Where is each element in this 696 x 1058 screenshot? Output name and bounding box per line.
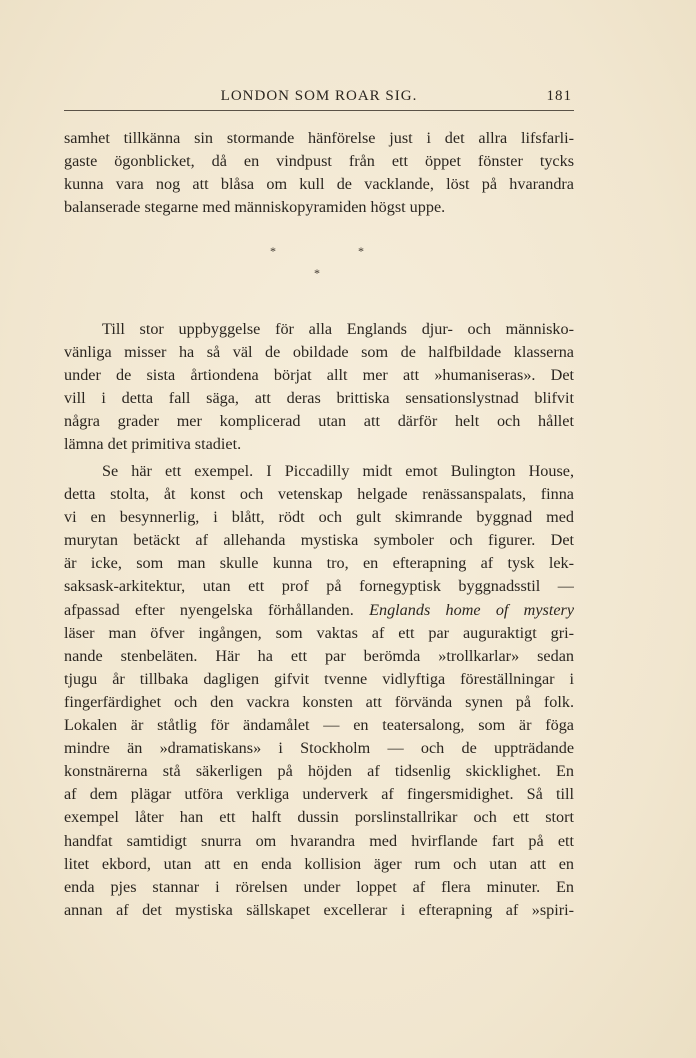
text-line: kunna vara nog att blåsa om kull de vacklande, löst på hvarandra (64, 175, 574, 194)
text-line: konstnärerna stå säkerligen på höjden af tidsenlig skicklighet. En (64, 762, 574, 781)
text-line: saksask-arkitektur, utan ett prof på fornegyptisk byggnadsstil — (64, 577, 574, 596)
page-number: 181 (546, 88, 572, 104)
text-line: litet ekbord, utan att en enda kollision äger rum och utan att en (64, 854, 574, 873)
text-line: är icke, som man skulle kunna tro, en efterapning af tysk lek- (64, 554, 574, 573)
paragraph-2 (64, 318, 574, 457)
text-line: murytan betäckt af allehanda mystiska symboler och figurer. Det (64, 531, 574, 550)
text-line: af dem plägar utföra verkliga underverk af fingersmidighet. Så till (64, 785, 574, 804)
section-break-asterism (64, 244, 574, 284)
running-head: LONDON SOM ROAR SIG. (220, 88, 418, 104)
text-line: enda pjes stannar i rörelsen under loppet af flera minuter. En (64, 877, 574, 896)
asterisk: * (270, 244, 276, 258)
text-line: Lokalen är ståtlig för ändamålet — en teatersalong, som är föga (64, 716, 574, 735)
text-line: några grader mer komplicerad utan att därför helt och hållet (64, 412, 574, 431)
text-line: under de sista årtiondena börjat allt mer att »humaniseras». Det (64, 366, 574, 385)
text-segment: afpassad efter nyengelska förhållanden. (64, 600, 354, 619)
text-line: vänliga misser ha så väl de obildade som de halfbildade klasserna (64, 343, 574, 362)
text-line: Till stor uppbyggelse för alla Englands djur- och människo- (102, 320, 574, 338)
text-line: balanserade stegarne med människopyramiden högst uppe. (64, 198, 446, 217)
text-line: tjugu år tillbaka dagligen gifvit tvenne vidlyftiga föreställningar i (64, 669, 574, 688)
text-line: vill i detta fall säga, att deras brittiska sensationslystnad blifvit (64, 389, 574, 408)
text-line: annan af det mystiska sällskapet excellerar i efterapning af »spiri- (64, 900, 574, 919)
asterisk: * (358, 244, 364, 258)
text-line: exempel låter han ett halft dussin porslinstallrikar och ett stort (64, 808, 574, 827)
paragraph-1 (64, 127, 574, 219)
text-line: läser man öfver ingången, som vaktas af ett par auguraktigt gri- (64, 623, 574, 642)
text-line: Se här ett exempel. I Piccadilly midt emot Bulington House, (102, 462, 574, 480)
text-line: mindre än »dramatiskans» i Stockholm — och de uppträdande (64, 739, 574, 758)
paragraph-3 (64, 460, 574, 922)
text-line: handfat samtidigt snurra om hvarandra med hvirflande fart på ett (64, 831, 574, 850)
text-line: fingerfärdighet och den vackra konsten att förvända synen på folk. (64, 692, 574, 711)
text-line: detta stolta, åt konst och vetenskap helgade renässanspalats, finna (64, 485, 574, 504)
asterisk: * (314, 266, 320, 280)
text-line: lämna det primitiva stadiet. (64, 435, 242, 454)
text-line-with-title (64, 599, 574, 622)
text-line: vi en besynnerlig, i blått, rödt och gult skimrande byggnad med (64, 508, 574, 527)
italic-title: Englands home of mystery (369, 600, 574, 619)
text-line: nande stenbeläten. Här ha ett par berömda »trollkarlar» sedan (64, 646, 574, 665)
text-line: samhet tillkänna sin stormande hänförelse just i det allra lifsfarli- (64, 129, 574, 147)
page-header (64, 88, 574, 111)
text-line: gaste ögonblicket, då en vindpust från ett öppet fönster tycks (64, 152, 574, 171)
